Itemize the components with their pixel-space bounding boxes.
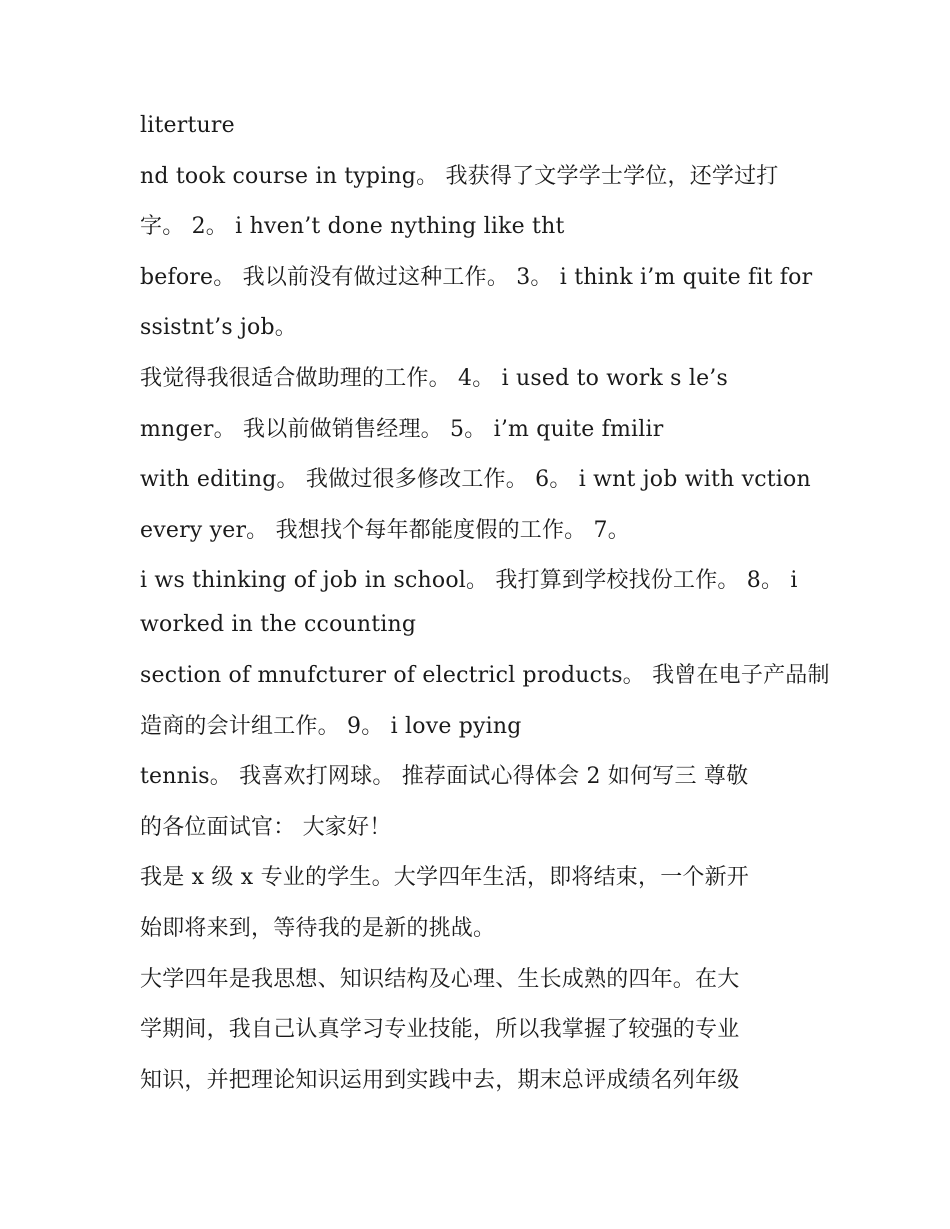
text-line-13: 造商的会计组工作。 9。 i love pying [140, 713, 522, 739]
text-line-7: mnger。 我以前做销售经理。 5。 i’m quite fmilir [140, 416, 664, 442]
text-line-19: 学期间，我自己认真学习专业技能，所以我掌握了较强的专业 [140, 1017, 740, 1043]
text-line-14: tennis。 我喜欢打网球。 推荐面试心得体会 2 如何写三 尊敬 [140, 764, 749, 790]
document-body [140, 107, 830, 1112]
text-line-8: with editing。 我做过很多修改工作。 6。 i wnt job with vction [140, 467, 811, 493]
text-line-15: 的各位面试官： 大家好！ [140, 814, 392, 840]
text-line-4: before。 我以前没有做过这种工作。 3。 i think i’m quite fit for [140, 264, 813, 290]
text-line-9: every yer。 我想找个每年都能度假的工作。 7。 [140, 517, 630, 543]
text-line-17: 始即将来到，等待我的是新的挑战。 [140, 915, 496, 941]
text-line-18: 大学四年是我思想、知识结构及心理、生长成熟的四年。在大 [140, 966, 740, 992]
text-line-10: i ws thinking of job in school。 我打算到学校找份工作。 8。 i [140, 568, 798, 594]
text-line-5: ssistnt’s job。 [140, 315, 297, 341]
text-line-11: worked in the ccounting [140, 612, 417, 638]
text-line-20: 知识，并把理论知识运用到实践中去，期末总评成绩名列年级 [140, 1067, 740, 1093]
text-line-16: 我是 x 级 x 专业的学生。大学四年生活，即将结束，一个新开 [140, 865, 749, 891]
text-line-12: section of mnufcturer of electricl products。 我曾在电子产品制 [140, 662, 830, 688]
text-line-2: nd took course in typing。 我获得了文学学士学位，还学过打 [140, 163, 779, 189]
text-line-6: 我觉得我很适合做助理的工作。 4。 i used to work s le’s [140, 365, 728, 391]
text-line-3: 字。 2。 i hven’t done nything like tht [140, 214, 565, 240]
text-line-1: literture [140, 113, 235, 138]
